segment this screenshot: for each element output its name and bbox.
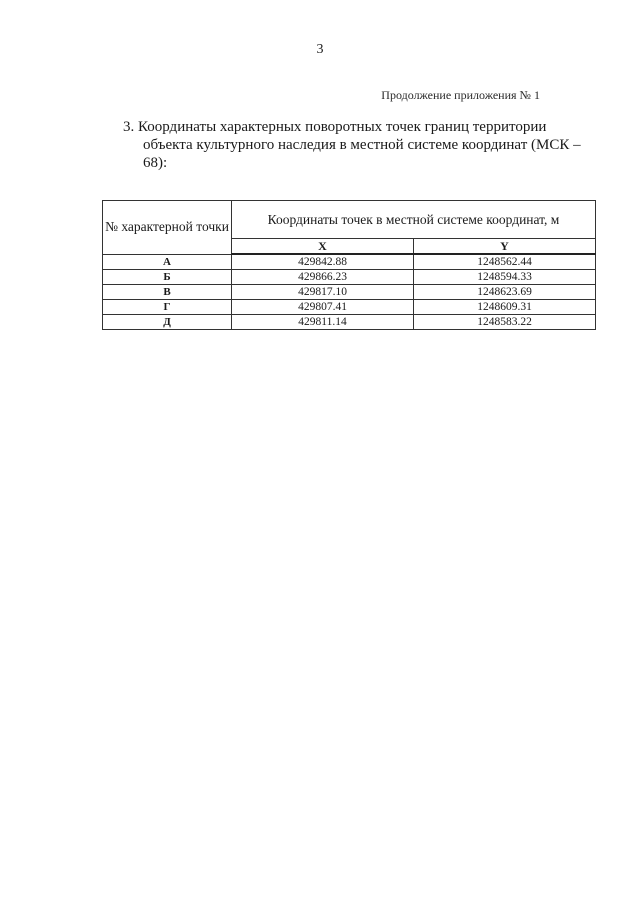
cell-y: 1248562.44	[414, 254, 596, 270]
cell-y: 1248623.69	[414, 285, 596, 300]
page-number: 3	[316, 42, 324, 57]
cell-x: 429811.14	[232, 315, 414, 330]
cell-y: 1248594.33	[414, 270, 596, 285]
table-row	[103, 300, 596, 315]
table-row	[103, 285, 596, 300]
cell-point: Г	[103, 300, 232, 315]
cell-x: 429817.10	[232, 285, 414, 300]
cell-x: 429842.88	[232, 254, 414, 270]
appendix-note: Продолжение приложения № 1	[381, 88, 540, 102]
section-heading	[123, 118, 593, 172]
cell-x: 429807.41	[232, 300, 414, 315]
cell-x: 429866.23	[232, 270, 414, 285]
cell-point: В	[103, 285, 232, 300]
cell-point: А	[103, 254, 232, 270]
heading-line-3: 68):	[143, 155, 168, 171]
cell-point: Б	[103, 270, 232, 285]
table-row	[103, 270, 596, 285]
header-y: Y	[414, 239, 596, 255]
heading-line-2: объекта культурного наследия в местной системе координат (МСК –	[143, 137, 581, 153]
header-point: № характерной точки	[103, 201, 232, 255]
table-row	[103, 315, 596, 330]
header-x: X	[232, 239, 414, 255]
heading-line-1: 3. Координаты характерных поворотных точек границ территории	[123, 119, 547, 135]
cell-y: 1248609.31	[414, 300, 596, 315]
cell-y: 1248583.22	[414, 315, 596, 330]
coordinates-table	[102, 200, 596, 330]
table-row	[103, 254, 596, 270]
cell-point: Д	[103, 315, 232, 330]
header-coordinates: Координаты точек в местной системе координат, м	[232, 201, 596, 239]
